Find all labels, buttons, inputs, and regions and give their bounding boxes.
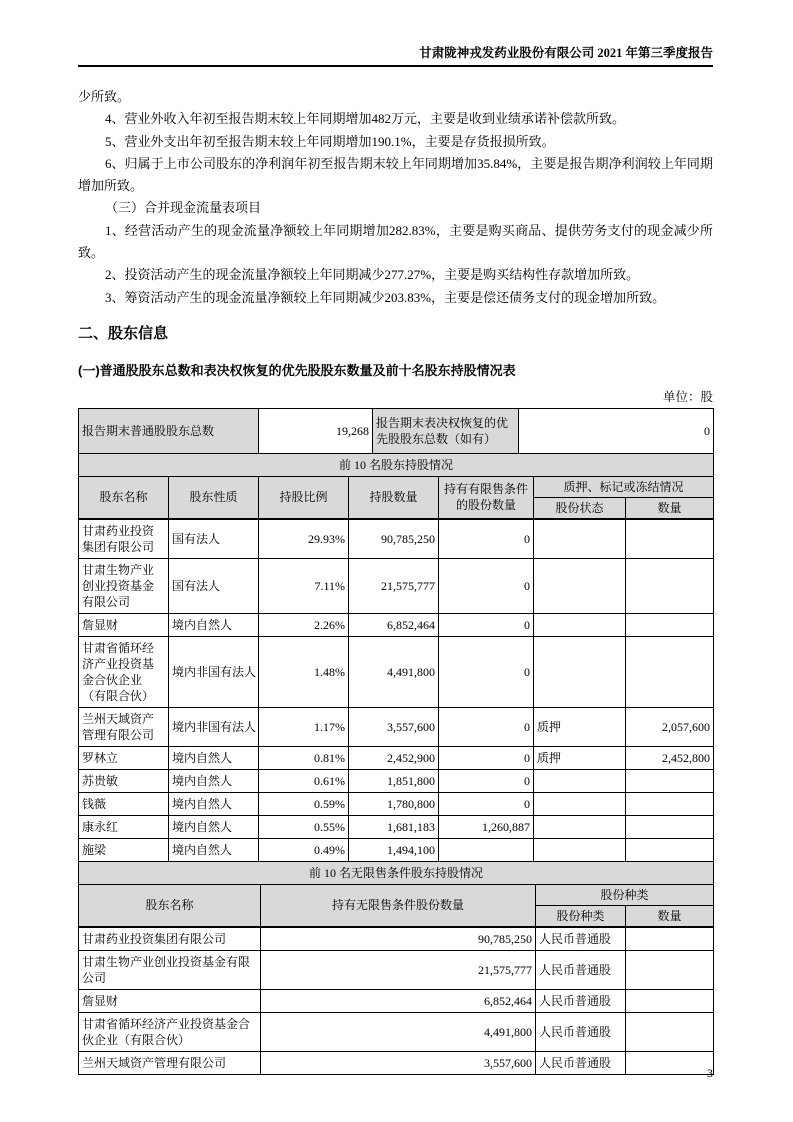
col-header-ratio: 持股比例 — [259, 476, 349, 519]
unrestricted-section-title: 前 10 名无限售条件股东持股情况 — [79, 861, 714, 884]
pledge-status-cell — [534, 792, 626, 815]
restricted-cell — [439, 838, 534, 861]
col-header-unrestricted-shares: 持有无限售条件股份数量 — [261, 884, 536, 927]
pledge-quantity-cell — [626, 613, 714, 636]
col-header-pledge-status: 股份状态 — [534, 497, 626, 519]
unrestricted-shares-cell: 4,491,800 — [261, 1012, 536, 1051]
unrestricted-shares-cell: 3,557,600 — [261, 1051, 536, 1074]
pledge-quantity-cell — [626, 769, 714, 792]
top10-row — [79, 558, 714, 613]
top10-row — [79, 769, 714, 792]
shareholder-name-cell: 兰州天域资产管理有限公司 — [79, 1051, 261, 1074]
col-header-share-class: 股份种类 — [536, 905, 626, 927]
col-header-name: 股东名称 — [79, 884, 261, 927]
pledge-quantity-cell — [626, 558, 714, 613]
ratio-cell: 0.59% — [259, 792, 349, 815]
nature-cell: 境内非国有法人 — [169, 707, 259, 746]
pledge-status-cell — [534, 815, 626, 838]
shares-cell: 1,494,100 — [349, 838, 439, 861]
top10-header-row — [79, 476, 714, 497]
subsection-heading-top10: (一)普通股股东总数和表决权恢复的优先股股东数量及前十名股东持股情况表 — [78, 362, 516, 378]
paragraph: 3、筹资活动产生的现金流量净额较上年同期减少203.83%，主要是偿还债务支付的现金增加所致。 — [105, 289, 666, 305]
nature-cell: 境内自然人 — [169, 815, 259, 838]
shares-cell: 1,681,183 — [349, 815, 439, 838]
pledge-quantity-cell — [626, 815, 714, 838]
pledge-status-cell — [534, 558, 626, 613]
top10-row — [79, 519, 714, 559]
nature-cell: 境内自然人 — [169, 746, 259, 769]
shareholder-name-cell: 钱薇 — [79, 792, 169, 815]
pledge-quantity-cell — [626, 792, 714, 815]
top10-row — [79, 707, 714, 746]
preferred-shareholders-label-cell: 报告期末表决权恢复的优先股股东总数（如有） — [373, 408, 519, 453]
top10-section-title-row — [79, 453, 714, 476]
ratio-cell: 1.48% — [259, 636, 349, 707]
paragraph: 少所致。 — [78, 89, 131, 104]
paragraph: 6、归属于上市公司股东的净利润年初至报告期末较上年同期增加35.84%，主要是报告期净利润较上年同期增加所致。 — [78, 155, 713, 194]
unrestricted-row — [79, 950, 714, 989]
common-shareholders-label-cell: 报告期末普通股股东总数 — [79, 408, 259, 453]
nature-cell: 国有法人 — [169, 558, 259, 613]
shares-cell: 4,491,800 — [349, 636, 439, 707]
col-header-name: 股东名称 — [79, 476, 169, 519]
shareholder-name-cell: 詹显财 — [79, 613, 169, 636]
restricted-cell: 0 — [439, 746, 534, 769]
share-class-cell: 人民币普通股 — [536, 927, 626, 951]
restricted-cell: 1,260,887 — [439, 815, 534, 838]
shareholder-name-cell: 兰州天域资产管理有限公司 — [79, 707, 169, 746]
cashflow-section — [78, 86, 713, 309]
pledge-status-cell — [534, 519, 626, 559]
restricted-cell: 0 — [439, 636, 534, 707]
top10-row — [79, 613, 714, 636]
top10-section-title: 前 10 名股东持股情况 — [79, 453, 714, 476]
col-header-restricted: 持有有限售条件的股份数量 — [439, 476, 534, 519]
paragraph: 5、营业外支出年初至报告期末较上年同期增加190.1%，主要是存货报损所致。 — [105, 133, 555, 149]
paragraph: 1、经营活动产生的现金流量净额较上年同期增加282.83%，主要是购买商品、提供劳务支付的现金减少所致。 — [78, 222, 713, 261]
quantity-cell — [626, 989, 714, 1012]
page-number: 3 — [707, 1066, 713, 1080]
top10-row — [79, 636, 714, 707]
pledge-quantity-cell — [626, 636, 714, 707]
ratio-cell: 0.81% — [259, 746, 349, 769]
pledge-quantity-cell — [626, 519, 714, 559]
shares-cell: 6,852,464 — [349, 613, 439, 636]
share-class-cell: 人民币普通股 — [536, 989, 626, 1012]
unrestricted-row — [79, 1012, 714, 1051]
shareholder-name-cell: 甘肃省循环经济产业投资基金合伙企业（有限合伙） — [79, 1012, 261, 1051]
unrestricted-shares-cell: 21,575,777 — [261, 950, 536, 989]
ratio-cell: 0.49% — [259, 838, 349, 861]
shares-cell: 21,575,777 — [349, 558, 439, 613]
nature-cell: 境内自然人 — [169, 792, 259, 815]
restricted-cell: 0 — [439, 558, 534, 613]
pledge-quantity-cell: 2,057,600 — [626, 707, 714, 746]
shareholder-name-cell: 甘肃药业投资集团有限公司 — [79, 519, 169, 559]
ratio-cell: 29.93% — [259, 519, 349, 559]
share-class-cell: 人民币普通股 — [536, 950, 626, 989]
quantity-cell — [626, 950, 714, 989]
unrestricted-section-title-row — [79, 861, 714, 884]
shares-cell: 1,780,800 — [349, 792, 439, 815]
shares-cell: 3,557,600 — [349, 707, 439, 746]
unit-label: 单位：股 — [662, 389, 713, 404]
quantity-cell — [626, 1012, 714, 1051]
unrestricted-shares-cell: 90,785,250 — [261, 927, 536, 951]
unrestricted-shares-cell: 6,852,464 — [261, 989, 536, 1012]
top10-row — [79, 746, 714, 769]
top10-table — [78, 453, 714, 862]
quantity-cell — [626, 1051, 714, 1074]
top10-row — [79, 792, 714, 815]
ratio-cell: 0.61% — [259, 769, 349, 792]
summary-table — [78, 408, 714, 454]
nature-cell: 国有法人 — [169, 519, 259, 559]
shareholder-name-cell: 詹显财 — [79, 989, 261, 1012]
common-shareholders-value-cell: 19,268 — [259, 408, 373, 453]
restricted-cell: 0 — [439, 707, 534, 746]
col-header-share-class-group: 股份种类 — [536, 884, 714, 905]
shareholder-name-cell: 罗林立 — [79, 746, 169, 769]
restricted-cell: 0 — [439, 792, 534, 815]
share-class-cell: 人民币普通股 — [536, 1051, 626, 1074]
section-heading-shareholder-info: 二、股东信息 — [78, 324, 169, 342]
pledge-quantity-cell — [626, 838, 714, 861]
restricted-cell: 0 — [439, 519, 534, 559]
restricted-cell: 0 — [439, 769, 534, 792]
restricted-cell: 0 — [439, 613, 534, 636]
shareholder-name-cell: 甘肃药业投资集团有限公司 — [79, 927, 261, 951]
col-header-pledge-quantity: 数量 — [626, 497, 714, 519]
document-header-title: 甘肃陇神戎发药业股份有限公司 2021 年第三季度报告 — [78, 46, 713, 67]
unrestricted-row — [79, 927, 714, 951]
unrestricted-table — [78, 861, 714, 1075]
top10-row — [79, 838, 714, 861]
pledge-quantity-cell: 2,452,800 — [626, 746, 714, 769]
unrestricted-row — [79, 1051, 714, 1074]
summary-row — [79, 408, 714, 453]
col-header-nature: 股东性质 — [169, 476, 259, 519]
nature-cell: 境内自然人 — [169, 613, 259, 636]
pledge-status-cell: 质押 — [534, 746, 626, 769]
paragraph: （三）合并现金流量表项目 — [105, 200, 262, 216]
ratio-cell: 7.11% — [259, 558, 349, 613]
col-header-quantity: 数量 — [626, 905, 714, 927]
ratio-cell: 2.26% — [259, 613, 349, 636]
ratio-cell: 0.55% — [259, 815, 349, 838]
pledge-status-cell — [534, 636, 626, 707]
unrestricted-row — [79, 989, 714, 1012]
quantity-cell — [626, 927, 714, 951]
pledge-status-cell: 质押 — [534, 707, 626, 746]
pledge-status-cell — [534, 769, 626, 792]
col-header-pledge-group: 质押、标记或冻结情况 — [534, 476, 714, 497]
shareholder-name-cell: 康永红 — [79, 815, 169, 838]
shareholder-name-cell: 甘肃生物产业创业投资基金有限公司 — [79, 558, 169, 613]
nature-cell: 境内自然人 — [169, 769, 259, 792]
pledge-status-cell — [534, 613, 626, 636]
top10-row — [79, 815, 714, 838]
shareholder-name-cell: 甘肃省循环经济产业投资基金合伙企业（有限合伙） — [79, 636, 169, 707]
shareholder-name-cell: 苏贵敏 — [79, 769, 169, 792]
nature-cell: 境内自然人 — [169, 838, 259, 861]
nature-cell: 境内非国有法人 — [169, 636, 259, 707]
share-class-cell: 人民币普通股 — [536, 1012, 626, 1051]
ratio-cell: 1.17% — [259, 707, 349, 746]
pledge-status-cell — [534, 838, 626, 861]
paragraph: 2、投资活动产生的现金流量净额较上年同期减少277.27%，主要是购买结构性存款增加所致。 — [105, 267, 640, 283]
shares-cell: 90,785,250 — [349, 519, 439, 559]
preferred-shareholders-value-cell: 0 — [519, 408, 714, 453]
shareholder-name-cell: 甘肃生物产业创业投资基金有限公司 — [79, 950, 261, 989]
unrestricted-header-row — [79, 884, 714, 905]
shares-cell: 1,851,800 — [349, 769, 439, 792]
col-header-shares: 持股数量 — [349, 476, 439, 519]
shares-cell: 2,452,900 — [349, 746, 439, 769]
paragraph: 4、营业外收入年初至报告期末较上年同期增加482万元，主要是收到业绩承诺补偿款所致。 — [105, 111, 626, 127]
shareholder-name-cell: 施梁 — [79, 838, 169, 861]
